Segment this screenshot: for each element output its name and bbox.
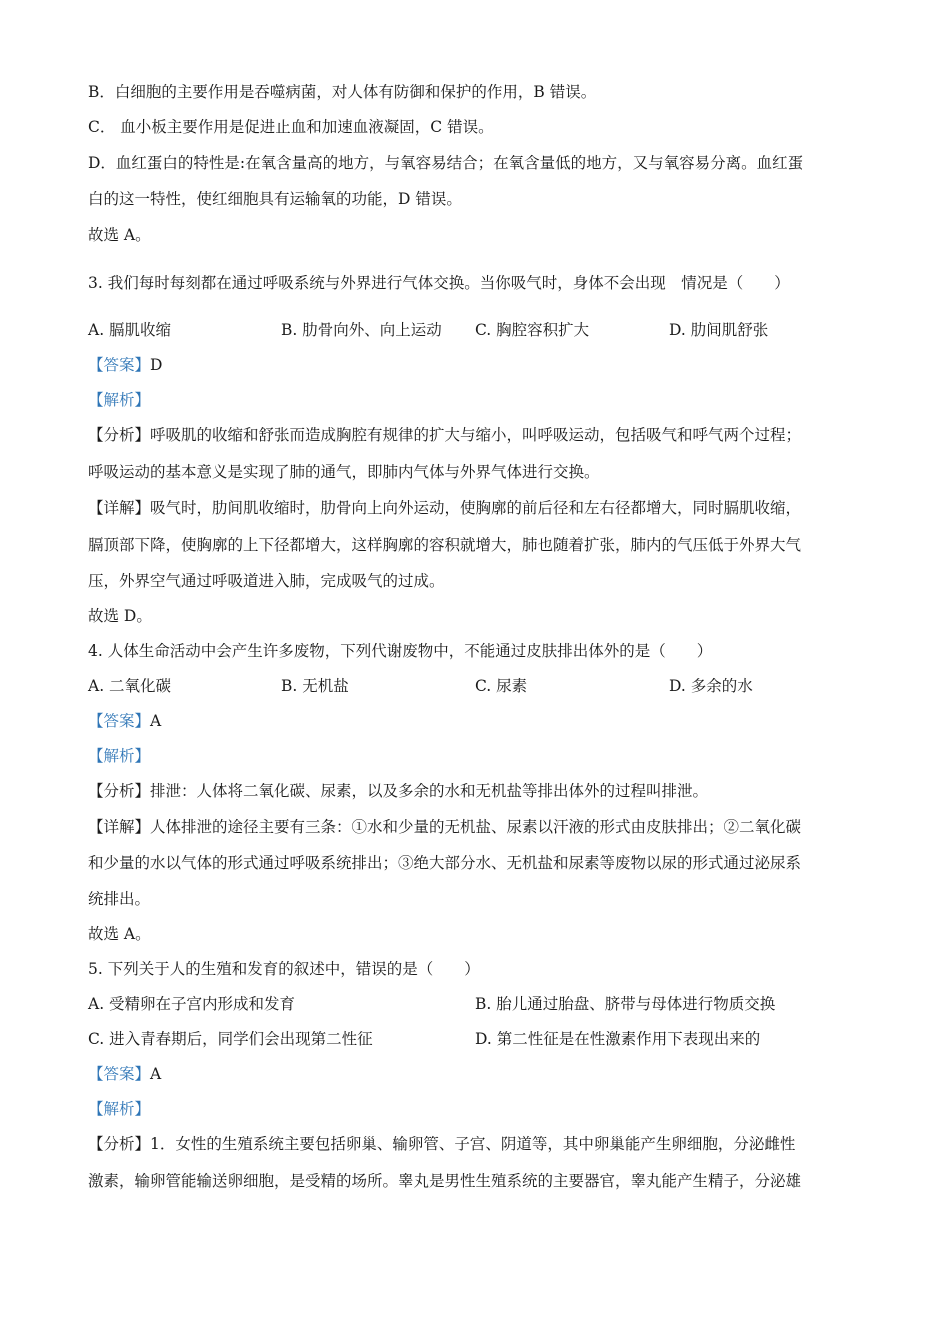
q4-option-d: D. 多余的水 xyxy=(669,677,753,695)
q2-option-d-explanation-line2: 白的这一特性，使红细胞具有运输氧的功能，D 错误。 xyxy=(88,190,462,208)
answer-tag: 【答案】 xyxy=(88,712,151,730)
q4-answer xyxy=(88,710,161,732)
q3-conclusion: 故选 D。 xyxy=(88,607,152,625)
q3-xiangjie-text1: 吸气时，肋间肌收缩时，肋骨向上向外运动，使胸廓的前后径和左右径都增大，同时膈肌收缩， xyxy=(150,499,802,517)
q4-stem: 4. 人体生命活动中会产生许多废物，下列代谢废物中，不能通过皮肤排出体外的是（ ） xyxy=(88,642,713,660)
q2-option-b-explanation: B．白细胞的主要作用是吞噬病菌，对人体有防御和保护的作用，B 错误。 xyxy=(88,83,597,101)
answer-tag: 【答案】 xyxy=(88,1065,151,1083)
q5-fenxi-line1 xyxy=(88,1133,795,1155)
q5-analysis-heading xyxy=(88,1098,150,1120)
q5-option-c: C. 进入青春期后，同学们会出现第二性征 xyxy=(88,1030,373,1048)
q5-fenxi-line2: 激素，输卵管能输送卵细胞，是受精的场所。睾丸是男性生殖系统的主要器官，睾丸能产生精子，分泌雄 xyxy=(88,1172,802,1190)
q5-answer-value: A xyxy=(150,1065,162,1083)
q4-analysis-heading xyxy=(88,745,150,767)
q4-options xyxy=(88,675,868,697)
q5-options-row1 xyxy=(88,993,868,1015)
q4-answer-value: A xyxy=(150,712,162,730)
analysis-tag: 【解析】 xyxy=(88,747,151,765)
answer-tag: 【答案】 xyxy=(88,356,151,374)
q5-fenxi-text1: 1．女性的生殖系统主要包括卵巢、输卵管、子宫、阴道等，其中卵巢能产生卵细胞，分泌雌性 xyxy=(150,1135,796,1153)
q3-option-b: B. 肋骨向外、向上运动 xyxy=(281,321,442,339)
q3-analysis-heading xyxy=(88,389,150,411)
fenxi-tag: 【分析】 xyxy=(88,782,151,800)
q3-options xyxy=(88,319,868,341)
q3-answer-value: D xyxy=(150,356,163,374)
xiangjie-tag: 【详解】 xyxy=(88,499,151,517)
q4-xiangjie-line2: 和少量的水以气体的形式通过呼吸系统排出；③绝大部分水、无机盐和尿素等废物以尿的形式通过泌尿系 xyxy=(88,854,802,872)
q5-option-b: B. 胎儿通过胎盘、脐带与母体进行物质交换 xyxy=(475,995,776,1013)
fenxi-tag: 【分析】 xyxy=(88,426,151,444)
q4-option-b: B. 无机盐 xyxy=(281,677,349,695)
analysis-tag: 【解析】 xyxy=(88,1100,151,1118)
q3-xiangjie-line3: 压，外界空气通过呼吸道进入肺，完成吸气的过成。 xyxy=(88,572,445,590)
q3-answer xyxy=(88,354,162,376)
q5-option-d: D. 第二性征是在性激素作用下表现出来的 xyxy=(475,1030,761,1048)
analysis-tag: 【解析】 xyxy=(88,391,151,409)
q3-option-c: C. 胸腔容积扩大 xyxy=(475,321,590,339)
q4-fenxi-line1 xyxy=(88,780,708,802)
xiangjie-tag: 【详解】 xyxy=(88,818,151,836)
q3-option-d: D. 肋间肌舒张 xyxy=(669,321,769,339)
q4-conclusion: 故选 A。 xyxy=(88,925,151,943)
q4-xiangjie-line1 xyxy=(88,816,801,838)
q5-options-row2 xyxy=(88,1028,868,1050)
q3-xiangjie-line2: 膈顶部下降，使胸廓的上下径都增大，这样胸廓的容积就增大，肺也随着扩张，肺内的气压低于外界大气 xyxy=(88,536,802,554)
q3-stem: 3. 我们每时每刻都在通过呼吸系统与外界进行气体交换。当你吸气时，身体不会出现 情况是（ ） xyxy=(88,274,790,292)
q3-fenxi-line2: 呼吸运动的基本意义是实现了肺的通气，即肺内气体与外界气体进行交换。 xyxy=(88,463,600,481)
fenxi-tag: 【分析】 xyxy=(88,1135,151,1153)
q5-answer xyxy=(88,1063,161,1085)
q3-xiangjie-line1 xyxy=(88,497,801,519)
q3-fenxi-text1: 呼吸肌的收缩和舒张而造成胸腔有规律的扩大与缩小，叫呼吸运动，包括吸气和呼气两个过程； xyxy=(150,426,802,444)
q4-xiangjie-line3: 统排出。 xyxy=(88,890,151,908)
q4-option-c: C. 尿素 xyxy=(475,677,528,695)
q4-fenxi-text1: 排泄：人体将二氧化碳、尿素，以及多余的水和无机盐等排出体外的过程叫排泄。 xyxy=(150,782,709,800)
q5-option-a: A. 受精卵在子宫内形成和发育 xyxy=(88,995,296,1013)
q4-option-a: A. 二氧化碳 xyxy=(88,677,172,695)
q5-stem: 5. 下列关于人的生殖和发育的叙述中，错误的是（ ） xyxy=(88,960,480,978)
q4-xiangjie-text1: 人体排泄的途径主要有三条：①水和少量的无机盐、尿素以汗液的形式由皮肤排出；②二氧化碳 xyxy=(150,818,802,836)
q3-option-a: A. 膈肌收缩 xyxy=(88,321,172,339)
q3-fenxi-line1 xyxy=(88,424,801,446)
q2-option-c-explanation: C． 血小板主要作用是促进止血和加速血液凝固，C 错误。 xyxy=(88,118,494,136)
q2-conclusion: 故选 A。 xyxy=(88,226,151,244)
q2-option-d-explanation-line1: D．血红蛋白的特性是:在氧含量高的地方，与氧容易结合；在氧含量低的地方，又与氧容易分离。血红蛋 xyxy=(88,154,804,172)
